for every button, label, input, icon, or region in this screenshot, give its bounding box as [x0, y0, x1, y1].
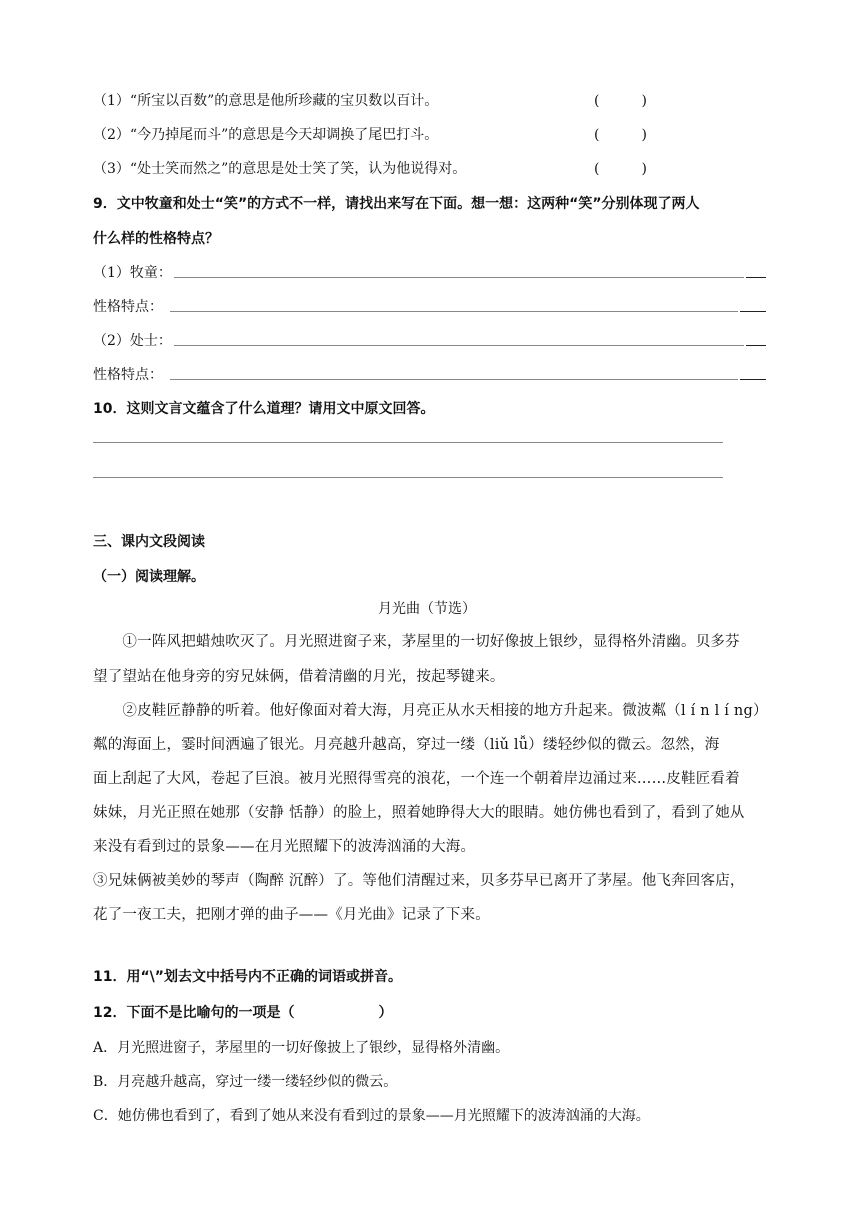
q9-shepherd-trait-label: 性格特点： [93, 299, 163, 315]
q9-prompt-line-2: 什么样的性格特点？ [93, 231, 219, 247]
q12-option-b[interactable]: B．月亮越升越高，穿过一缕一缕轻纱似的微云。 [93, 1074, 398, 1090]
passage-line-1: ①一阵风把蜡烛吹灭了。月光照进窗子来，茅屋里的一切好像披上银纱，显得格外清幽。贝多芬 [93, 634, 740, 650]
q9-prompt-line-1: 9．文中牧童和处士“笑”的方式不一样，请找出来写在下面。想一想：这两种“笑”分别体现了两人 [93, 196, 700, 212]
q9-scholar-answer-line-end [746, 345, 766, 346]
q9-scholar-label: （2）处士： [93, 333, 172, 349]
passage-line-2: 望了望站在他身旁的穷兄妹俩，借着清幽的月光，按起琴键来。 [93, 669, 505, 685]
passage-line-4: 粼的海面上，霎时间洒遍了银光。月亮越升越高，穿过一缕（liǔ lǚ）缕轻纱似的微云。忽然，海 [93, 737, 720, 753]
q8-item-3-text: （3）“处士笑而然之”的意思是处士笑了笑，认为他说得对。 [93, 161, 467, 177]
q10-answer-line-1[interactable] [93, 442, 723, 443]
passage-line-7: 来没有看到过的景象——在月光照耀下的波涛汹涌的大海。 [93, 839, 476, 855]
passage-line-8: ③兄妹俩被美妙的琴声（陶醉 沉醉）了。等他们清醒过来，贝多芬早已离开了茅屋。他飞奔回客店， [93, 873, 745, 889]
q12-option-c[interactable]: C．她仿佛也看到了，看到了她从来没有看到过的景象——月光照耀下的波涛汹涌的大海。 [93, 1108, 650, 1124]
section-3-subheading: （一）阅读理解。 [93, 569, 205, 585]
section-3-heading: 三、课内文段阅读 [93, 534, 205, 550]
passage-line-3: ②皮鞋匠静静的听着。他好像面对着大海，月亮正从水天相接的地方升起来。微波粼（l í n l í ng） [93, 703, 768, 719]
q8-item-1-text: （1）“所宝以百数”的意思是他所珍藏的宝贝数以百计。 [93, 93, 439, 109]
passage-title: 月光曲（节选） [378, 601, 476, 617]
q11-prompt: 11．用“\”划去文中括号内不正确的词语或拼音。 [93, 969, 402, 985]
q9-shepherd-label: （1）牧童： [93, 265, 172, 281]
q9-shepherd-trait-answer-line[interactable] [170, 311, 738, 312]
q10-answer-line-2[interactable] [93, 477, 723, 478]
q9-scholar-trait-label: 性格特点： [93, 367, 163, 383]
q8-item-2-text: （2）“今乃掉尾而斗”的意思是今天却调换了尾巴打斗。 [93, 127, 439, 143]
passage-line-5: 面上刮起了大风，卷起了巨浪。被月光照得雪亮的浪花，一个连一个朝着岸边涌过来……皮鞋匠看着 [93, 771, 740, 787]
passage-line-9: 花了一夜工夫，把刚才弹的曲子——《月光曲》记录了下来。 [93, 907, 490, 923]
passage-line-6: 妹妹，月光正照在她那（安静 恬静）的脸上，照着她睁得大大的眼睛。她仿佛也看到了，看到了她从 [93, 805, 745, 821]
q9-scholar-trait-answer-line[interactable] [170, 379, 738, 380]
q8-item-2-answer-paren[interactable]: ( ) [594, 127, 647, 143]
q10-prompt: 10．这则文言文蕴含了什么道理？请用文中原文回答。 [93, 401, 435, 417]
q9-scholar-trait-answer-line-end [740, 379, 766, 380]
q8-item-3-answer-paren[interactable]: ( ) [594, 161, 647, 177]
q9-shepherd-trait-answer-line-end [740, 311, 766, 312]
q9-shepherd-answer-line[interactable] [174, 277, 744, 278]
q9-shepherd-answer-line-end [746, 277, 766, 278]
q9-scholar-answer-line[interactable] [174, 345, 744, 346]
q12-option-a[interactable]: A．月光照进窗子，茅屋里的一切好像披上了银纱，显得格外清幽。 [93, 1040, 510, 1056]
q12-prompt[interactable]: 12．下面不是比喻句的一项是（ ） [93, 1005, 393, 1021]
q8-item-1-answer-paren[interactable]: ( ) [594, 93, 647, 109]
